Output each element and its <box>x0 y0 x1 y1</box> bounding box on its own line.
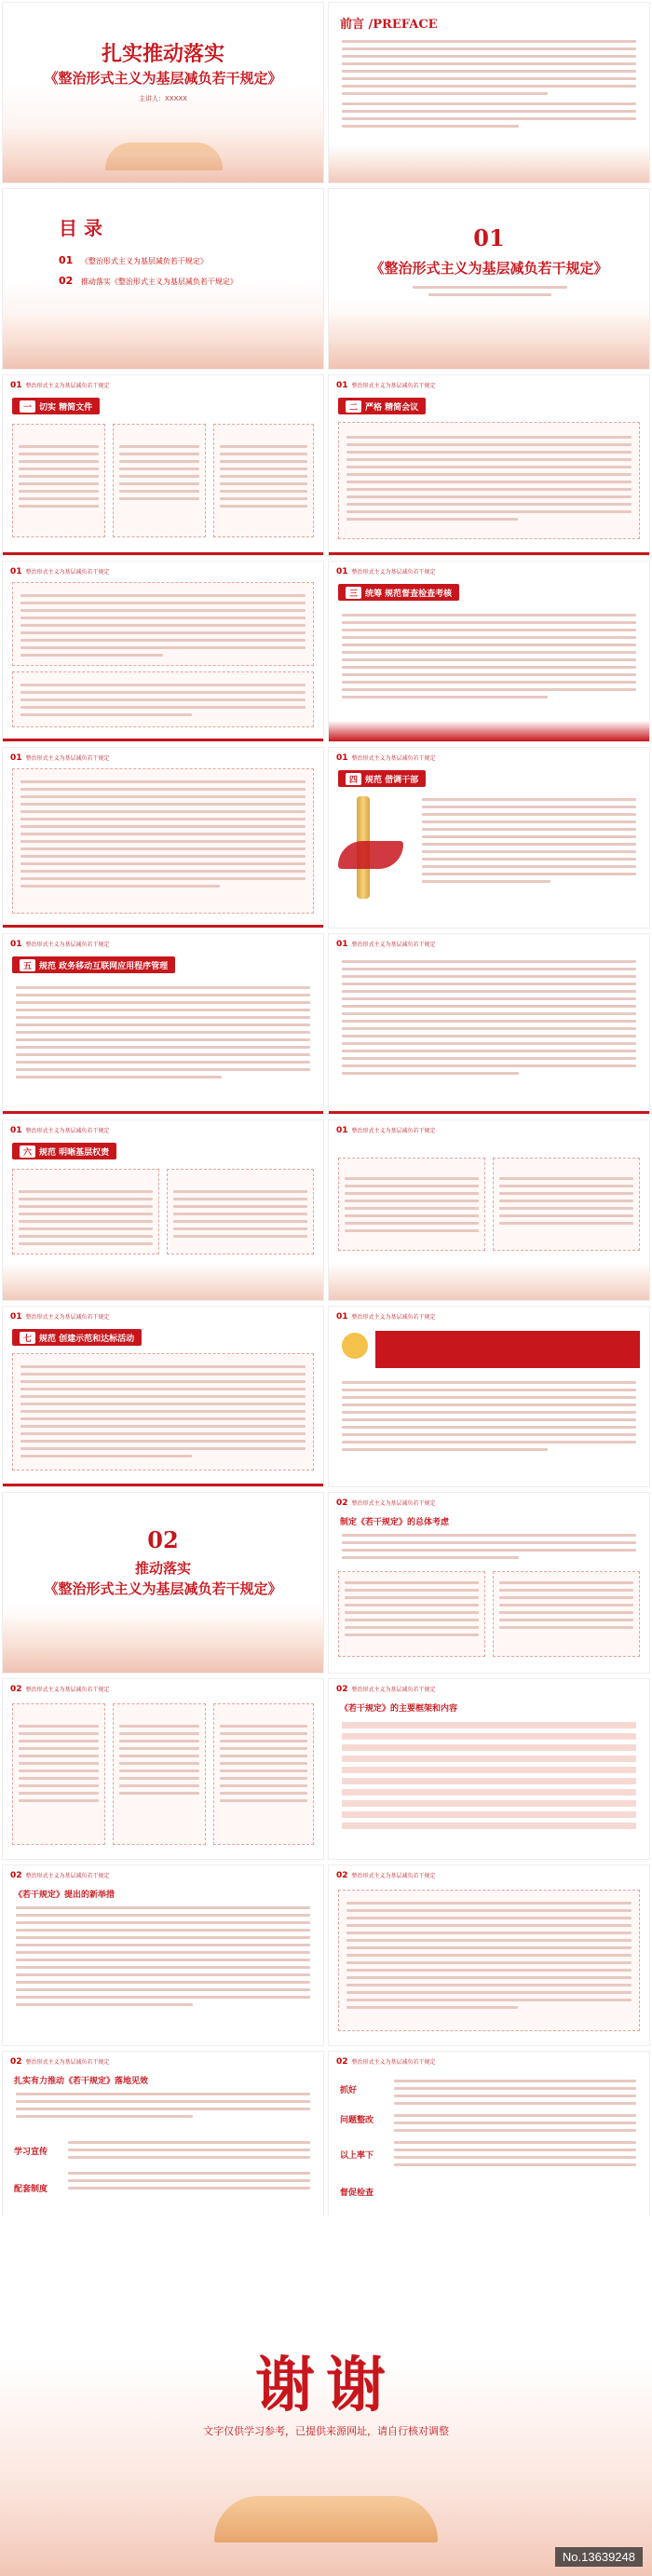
mountain-backdrop <box>329 1263 649 1300</box>
section-tag-3: 三 统筹 规范督查检查考核 <box>338 584 459 601</box>
red-banner <box>375 1331 640 1368</box>
bottom-rule <box>329 1111 649 1114</box>
toc-item-1[interactable] <box>59 254 208 266</box>
badge-1: 抓好 <box>340 2086 358 2095</box>
slide-section-3 <box>328 561 650 742</box>
slide-header: 01 整治形式主义为基层减负若干规定 <box>10 1126 110 1135</box>
slide-header: 02 整治形式主义为基层减负若干规定 <box>336 2057 436 2067</box>
slide-text-1 <box>2 561 324 742</box>
content-card <box>338 1158 485 1251</box>
mountain-backdrop <box>3 1617 323 1673</box>
bottom-rule <box>3 552 323 555</box>
slide-header: 01 整治形式主义为基层减负若干规定 <box>10 381 110 390</box>
part2-title-line1: 推动落实 <box>134 1560 191 1577</box>
slide-header: 01 整治形式主义为基层减负若干规定 <box>10 753 110 763</box>
content-card <box>213 1703 314 1845</box>
slide-header: 01 整治形式主义为基层减负若干规定 <box>336 1312 436 1322</box>
toc-item-2[interactable] <box>59 275 238 287</box>
preface-title: 前言 /PREFACE <box>340 18 438 32</box>
part2-num: 02 <box>147 1526 179 1553</box>
section-text <box>342 960 636 1079</box>
cover-speaker: 主讲人：XXXXX <box>139 95 187 102</box>
bottom-rule <box>3 1484 323 1486</box>
content-card <box>12 1703 105 1845</box>
badge-3: 以上率下 <box>340 2151 374 2161</box>
slide-section-2 <box>328 374 650 556</box>
toc-num: 01 <box>59 254 74 266</box>
book-illustration <box>214 2496 438 2542</box>
slide-title: 《若干规定》提出的新举措 <box>14 1891 115 1900</box>
section-text <box>68 2141 310 2194</box>
content-card <box>167 1169 314 1254</box>
section-tag-7: 七 规范 创建示范和达标活动 <box>12 1329 142 1346</box>
slide-section-5 <box>2 933 324 1115</box>
slide-header: 02 整治形式主义为基层减负若干规定 <box>10 1871 110 1880</box>
bottom-rule <box>329 552 649 555</box>
part1-num: 01 <box>473 224 505 251</box>
slide-header: 01 整治形式主义为基层减负若干规定 <box>336 753 436 763</box>
content-card <box>12 1169 159 1254</box>
section-text <box>342 614 636 703</box>
slide-header: 01 整治形式主义为基层减负若干规定 <box>336 940 436 949</box>
cover-title: 扎实推动落实 <box>101 42 224 66</box>
content-card <box>12 1353 314 1471</box>
mountain-backdrop <box>3 127 323 183</box>
section-text <box>16 2093 310 2122</box>
bottom-rule <box>3 739 323 741</box>
mountain-backdrop <box>329 145 649 183</box>
section-text <box>422 798 636 888</box>
mountain-backdrop <box>3 313 323 369</box>
slide-text-5 <box>328 1306 650 1487</box>
content-card <box>338 1571 485 1657</box>
toc-num: 02 <box>59 275 74 287</box>
section-text <box>342 1381 636 1456</box>
content-card <box>338 1890 640 2031</box>
slide-header: 01 整治形式主义为基层减负若干规定 <box>336 381 436 390</box>
content-card <box>493 1158 640 1251</box>
part1-title: 《整治形式主义为基层减负若干规定》 <box>370 260 608 277</box>
red-ribbon-decoration <box>338 841 403 869</box>
slide-later-3 <box>2 1864 324 2046</box>
watermark-id: No.13639248 <box>555 2547 643 2567</box>
content-card <box>213 424 314 537</box>
content-card <box>113 1703 206 1845</box>
section-tag-1: 一 切实 精简文件 <box>12 398 100 414</box>
slide-later-6 <box>328 2051 650 2232</box>
slide-section-6 <box>2 1119 324 1301</box>
bottom-rule <box>3 925 323 928</box>
slide-header: 02 整治形式主义为基层减负若干规定 <box>336 1498 436 1508</box>
thanks-title: 谢谢 <box>255 2351 397 2420</box>
slide-preface <box>328 2 650 183</box>
slide-header: 01 整治形式主义为基层减负若干规定 <box>336 567 436 576</box>
slide-toc <box>2 188 324 370</box>
slide-title: 扎实有力推动《若干规定》落地见效 <box>14 2077 149 2086</box>
thanks-slide <box>0 2217 652 2576</box>
section-tag-5: 五 规范 政务移动互联网应用程序管理 <box>12 956 175 973</box>
content-card <box>12 582 314 666</box>
badge-2: 问题整改 <box>340 2116 374 2125</box>
section-text <box>342 1534 636 1564</box>
part2-title-line2: 《整治形式主义为基层减负若干规定》 <box>44 1580 282 1597</box>
section-tag-6: 六 规范 明晰基层权责 <box>12 1143 116 1159</box>
slide-later-2 <box>328 1678 650 1860</box>
slide-header: 02 整治形式主义为基层减负若干规定 <box>10 2057 110 2067</box>
slide-header: 02 整治形式主义为基层减负若干规定 <box>336 1871 436 1880</box>
slide-later-5 <box>2 2051 324 2232</box>
slide-text-4 <box>328 1119 650 1301</box>
slide-section-4 <box>328 747 650 929</box>
toc-title: 目 录 <box>59 217 102 239</box>
slide-section-7 <box>2 1306 324 1487</box>
framework-list <box>342 1722 636 1834</box>
content-card <box>338 422 640 539</box>
slide-header: 02 整治形式主义为基层减负若干规定 <box>336 1685 436 1694</box>
slide-text-3 <box>328 933 650 1115</box>
content-card <box>493 1571 640 1657</box>
content-card <box>113 424 206 537</box>
toc-text: 《整治形式主义为基层减负若干规定》 <box>80 257 208 265</box>
thanks-note: 文字仅供学习参考，已提供来源网址，请自行核对调整 <box>203 2425 449 2437</box>
mountain-backdrop <box>3 1263 323 1300</box>
slide-header: 01 整治形式主义为基层减负若干规定 <box>336 1126 436 1135</box>
emblem-icon <box>342 1333 368 1359</box>
slide-header: 02 整治形式主义为基层减负若干规定 <box>10 1685 110 1694</box>
toc-text: 推动落实《整治形式主义为基层减负若干规定》 <box>80 278 238 286</box>
section-tag-2: 二 严格 精简会议 <box>338 398 426 414</box>
badge-supporting: 配套制度 <box>14 2185 48 2194</box>
slide-title: 制定《若干规定》的总体考虑 <box>340 1518 450 1527</box>
slide-part1 <box>328 188 650 370</box>
mountain-backdrop <box>329 313 649 369</box>
badge-4: 督促检查 <box>340 2189 374 2198</box>
content-card <box>12 768 314 914</box>
section-tag-4: 四 规范 借调干部 <box>338 770 426 787</box>
slide-later-1 <box>328 1492 650 1674</box>
slide-title: 《若干规定》的主要框架和内容 <box>340 1704 458 1714</box>
bottom-rule <box>3 1111 323 1114</box>
part1-caption <box>413 286 567 301</box>
slide-part2 <box>2 1492 324 1674</box>
red-wave-decoration <box>329 721 649 741</box>
content-card <box>12 424 105 537</box>
slide-later-cards <box>2 1678 324 1860</box>
slide-text-2 <box>2 747 324 929</box>
slide-later-4 <box>328 1864 650 2046</box>
section-text <box>16 1906 310 2011</box>
section-text <box>16 986 310 1083</box>
content-card <box>12 671 314 727</box>
slide-cover <box>2 2 324 183</box>
preface-text <box>342 40 636 132</box>
cover-subtitle: 《整治形式主义为基层减负若干规定》 <box>44 70 282 87</box>
slide-header: 01 整治形式主义为基层减负若干规定 <box>10 567 110 576</box>
badge-study: 学习宣传 <box>14 2148 48 2157</box>
slide-section-1 <box>2 374 324 556</box>
section-text <box>394 2080 636 2171</box>
slide-header: 01 整治形式主义为基层减负若干规定 <box>10 940 110 949</box>
slide-header: 01 整治形式主义为基层减负若干规定 <box>10 1312 110 1322</box>
